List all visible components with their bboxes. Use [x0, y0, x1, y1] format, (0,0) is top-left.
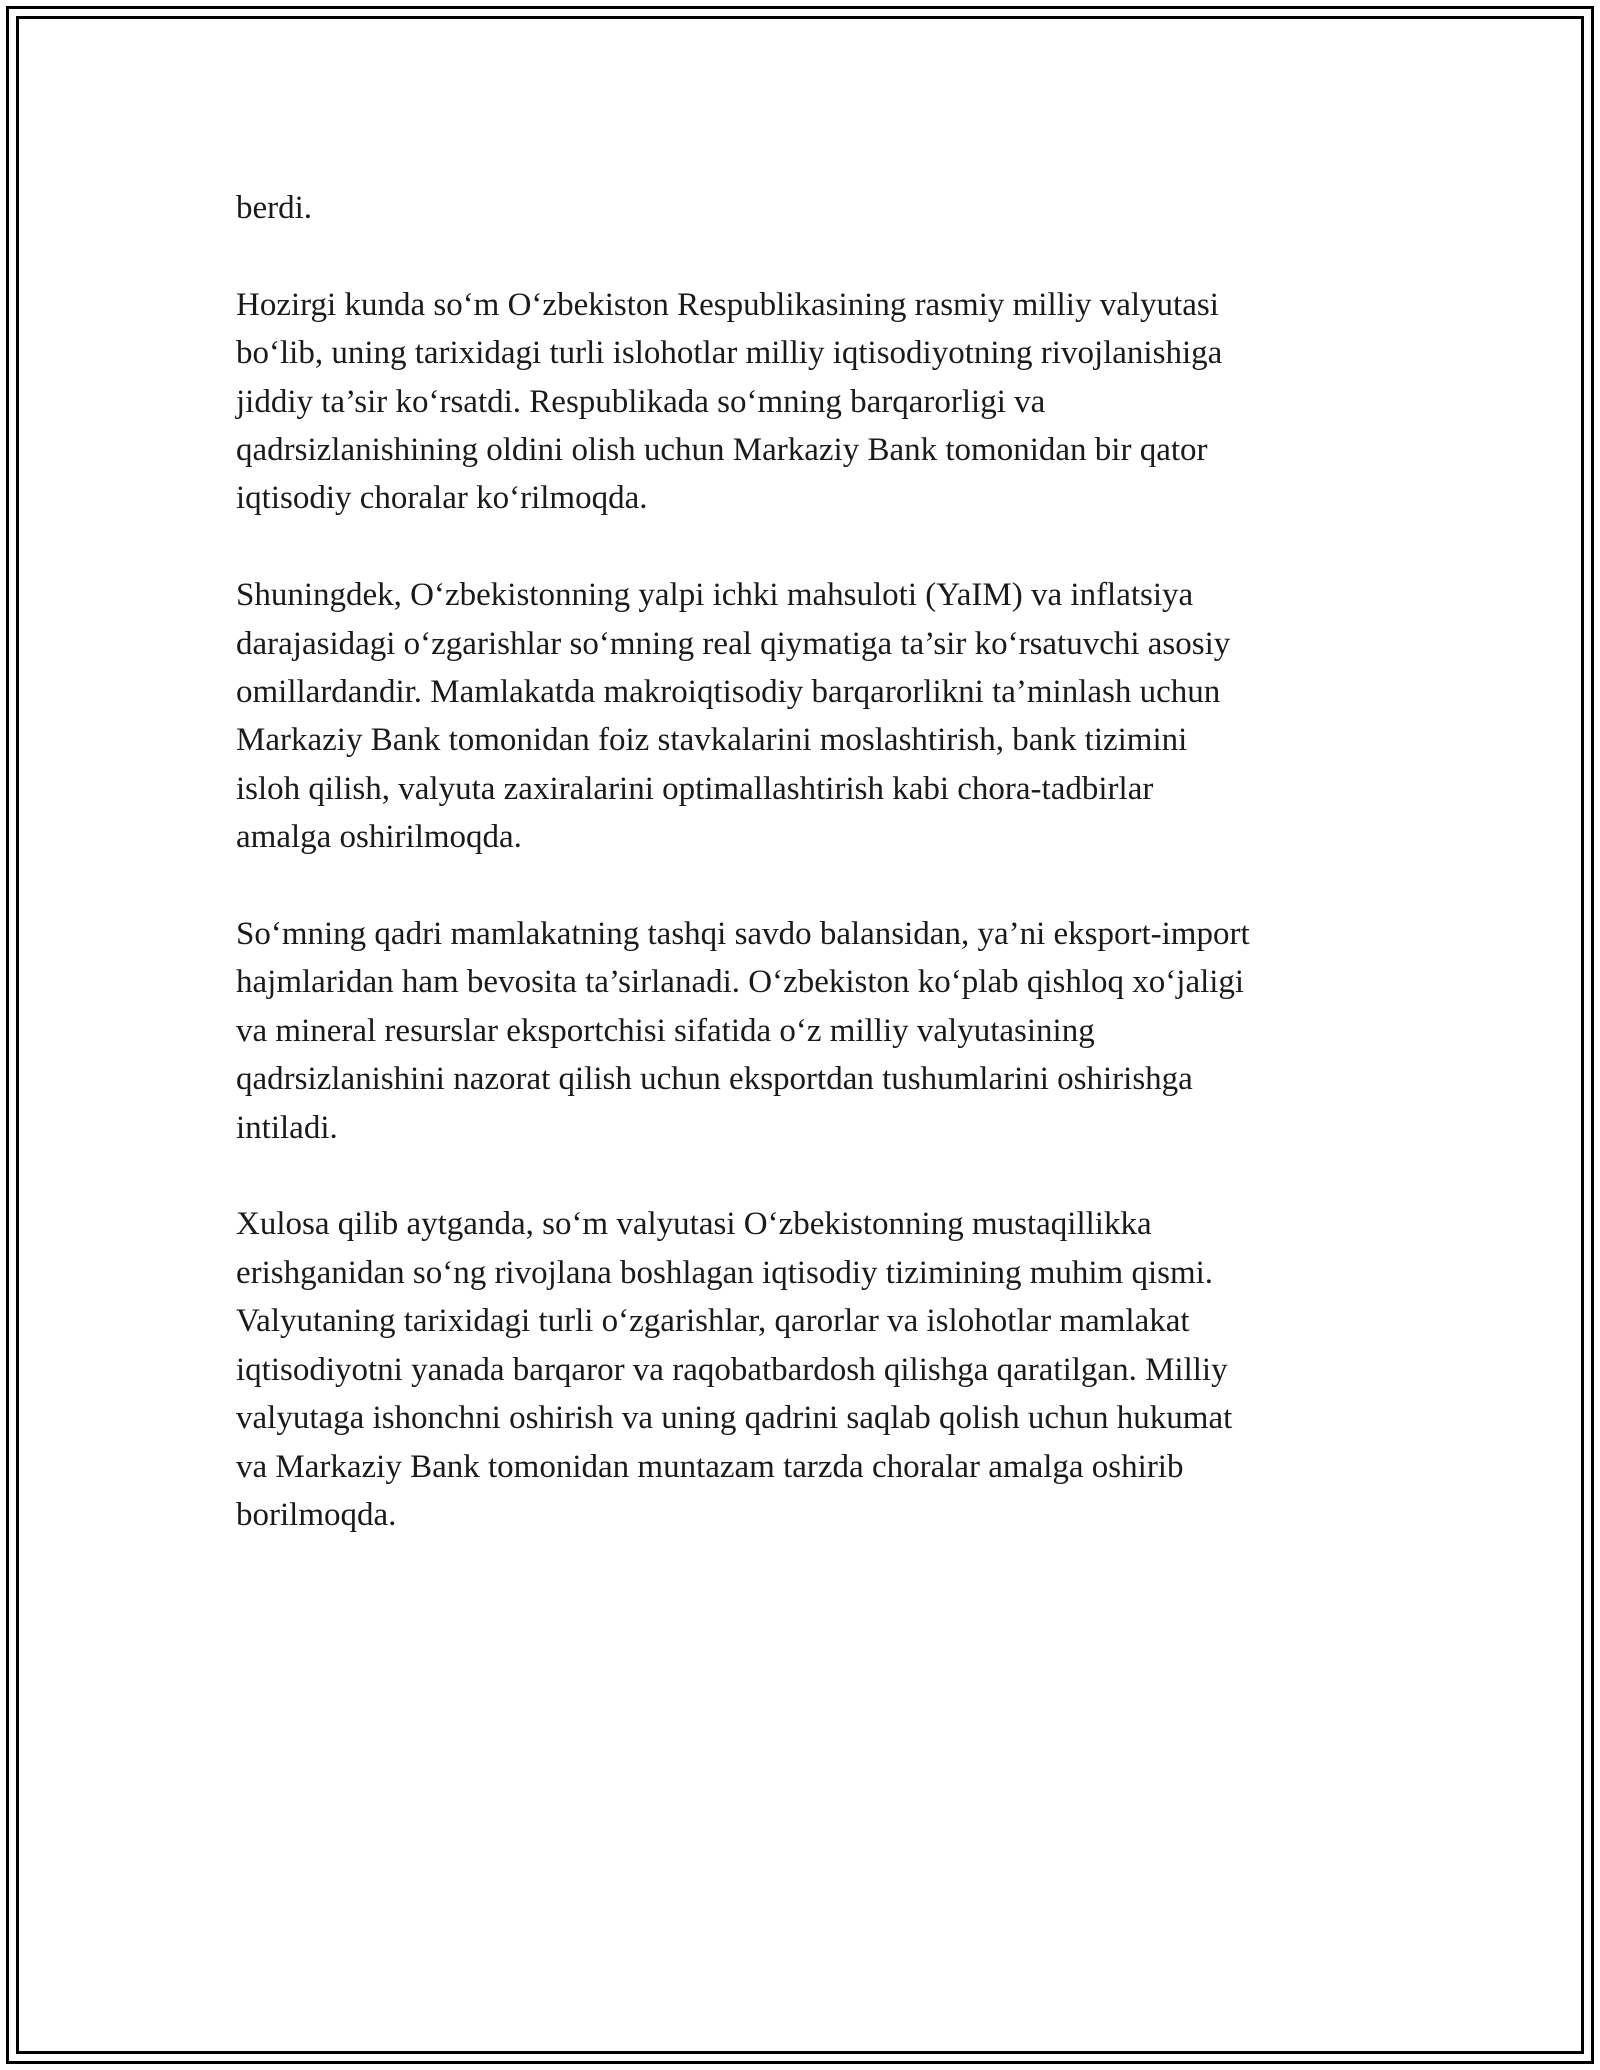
- text-line: erishganidan so‘ng rivojlana boshlagan iqtisodiy tizimining muhim qismi.: [236, 1254, 1214, 1291]
- text-line: va Markaziy Bank tomonidan muntazam tarzda choralar amalga oshirib: [236, 1448, 1184, 1485]
- text-line: va mineral resurslar eksportchisi sifatida o‘z milliy valyutasining: [236, 1012, 1095, 1049]
- text-line: borilmoqda.: [236, 1496, 397, 1533]
- text-line: valyutaga ishonchni oshirish va uning qadrini saqlab qolish uchun hukumat: [236, 1400, 1233, 1437]
- text-line: Markaziy Bank tomonidan foiz stavkalarini moslashtirish, bank tizimini: [236, 722, 1188, 759]
- text-line: iqtisodiyotni yanada barqaror va raqobatbardosh qilishga qaratilgan. Milliy: [236, 1351, 1228, 1388]
- text-line: Hozirgi kunda so‘m O‘zbekiston Respublikasining rasmiy milliy valyutasi: [236, 286, 1219, 323]
- text-line: qadrsizlanishini nazorat qilish uchun eksportdan tushumlarini oshirishga: [236, 1061, 1193, 1098]
- text-line: intiladi.: [236, 1109, 338, 1146]
- text-line: omillardandir. Mamlakatda makroiqtisodiy barqarorlikni ta’minlash uchun: [236, 674, 1221, 711]
- paragraph-conclusion: [236, 1200, 1366, 1539]
- text-line: So‘mning qadri mamlakatning tashqi savdo balansidan, ya’ni eksport-import: [236, 916, 1250, 953]
- text-line: hajmlaridan ham bevosita ta’sirlanadi. O‘zbekiston ko‘plab qishloq xo‘jaligi: [236, 964, 1245, 1001]
- text-line: darajasidagi o‘zgarishlar so‘mning real qiymatiga ta’sir ko‘rsatuvchi asosiy: [236, 625, 1231, 662]
- paragraph-continuation: [236, 184, 1366, 232]
- paragraph-trade-balance: [236, 910, 1366, 1152]
- text-line: amalga oshirilmoqda.: [236, 819, 522, 856]
- text-line: Valyutaning tarixidagi turli o‘zgarishlar, qarorlar va islohotlar mamlakat: [236, 1303, 1190, 1340]
- text-line: isloh qilish, valyuta zaxiralarini optimallashtirish kabi chora-tadbirlar: [236, 770, 1154, 807]
- text-line: Xulosa qilib aytganda, so‘m valyutasi O‘zbekistonning mustaqillikka: [236, 1206, 1152, 1243]
- text-line: iqtisodiy choralar ko‘rilmoqda.: [236, 480, 648, 517]
- text-line: Shuningdek, O‘zbekistonning yalpi ichki mahsuloti (YaIM) va inflatsiya: [236, 577, 1194, 614]
- document-body: [236, 184, 1366, 1539]
- paragraph-gdp-inflation: [236, 571, 1366, 861]
- text-line: jiddiy ta’sir ko‘rsatdi. Respublikada so‘mning barqarorligi va: [236, 383, 1046, 420]
- text-line: berdi.: [236, 190, 313, 226]
- text-line: qadrsizlanishining oldini olish uchun Markaziy Bank tomonidan bir qator: [236, 432, 1208, 469]
- text-line: bo‘lib, uning tarixidagi turli islohotlar milliy iqtisodiyotning rivojlanishiga: [236, 335, 1223, 372]
- paragraph-som-national-currency: [236, 281, 1366, 523]
